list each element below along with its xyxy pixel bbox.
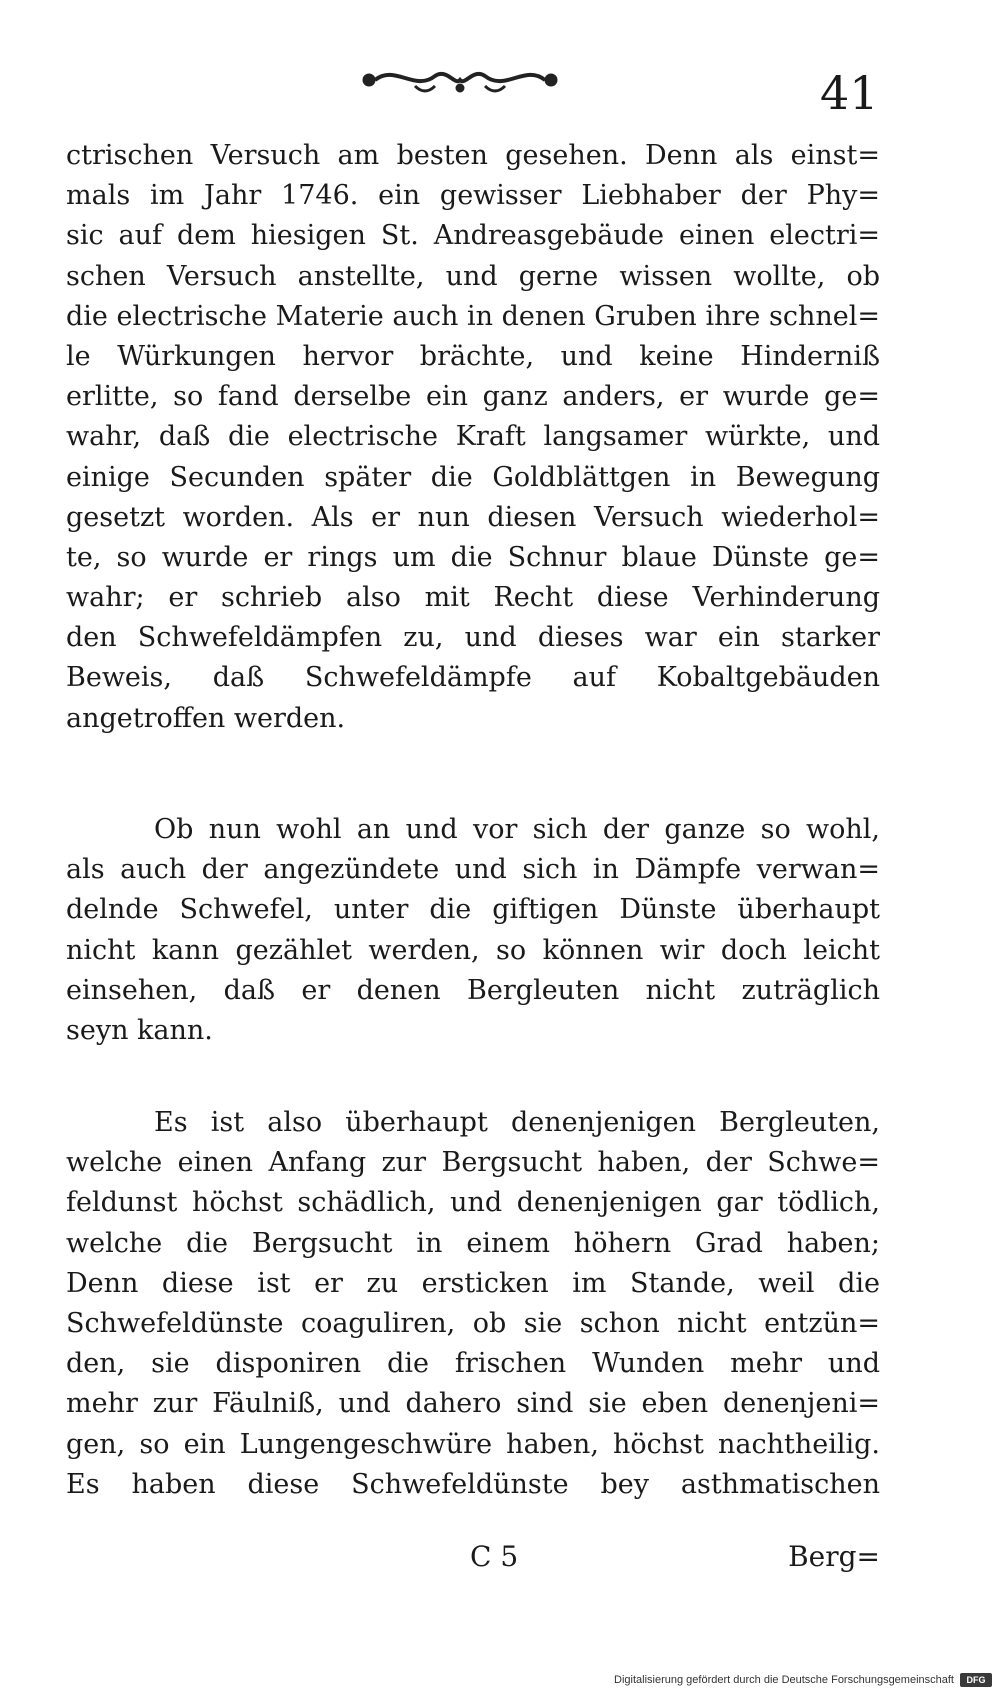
text-line: Es haben diese Schwefeldünste bey asthmatischen <box>66 1468 880 1500</box>
text-line: te, so wurde er rings um die Schnur blaue Dünste ge= <box>66 541 880 573</box>
digitization-credit: Digitalisierung gefördert durch die Deutsche Forschungsgemeinschaft <box>614 1674 954 1686</box>
decorative-ornament-icon <box>355 58 565 104</box>
text-line: schen Versuch anstellte, und gerne wissen wollte, ob <box>66 260 880 292</box>
page-number: 41 <box>820 66 879 120</box>
text-line: die electrische Materie auch in denen Gruben ihre schnel= <box>66 300 880 332</box>
text-line: gesetzt worden. Als er nun diesen Versuch wiederhol= <box>66 501 880 533</box>
text-line: als auch der angezündete und sich in Dämpfe verwan= <box>66 854 880 886</box>
text-line: erlitte, so fand derselbe ein ganz anders, er wurde ge= <box>66 381 880 413</box>
text-line: sic auf dem hiesigen St. Andreasgebäude einen electri= <box>66 220 880 252</box>
paragraph-1 <box>66 136 880 739</box>
paragraph-3 <box>66 1103 880 1505</box>
text-line: ctrischen Versuch am besten gesehen. Denn als einst= <box>66 140 880 171</box>
text-line: Beweis, daß Schwefeldämpfe auf Kobaltgebäuden <box>66 662 880 694</box>
text-line: einige Secunden später die Goldblättgen in Bewegung <box>66 461 880 493</box>
text-line: le Würkungen hervor brächte, und keine Hinderniß <box>66 340 880 372</box>
text-line: angetroffen werden. <box>66 702 346 734</box>
text-line: Schwefeldünste coaguliren, ob sie schon nicht entzün= <box>66 1307 880 1339</box>
text-line: mehr zur Fäulniß, und dahero sind sie eben denenjeni= <box>66 1388 880 1420</box>
text-line: welche die Bergsucht in einem höhern Grad haben; <box>66 1227 880 1259</box>
signature-mark: C 5 <box>470 1540 519 1573</box>
text-line: den Schwefeldämpfen zu, und dieses war ein starker <box>66 622 880 654</box>
text-line: welche einen Anfang zur Bergsucht haben, der Schwe= <box>66 1147 880 1179</box>
digitization-footer <box>0 1666 1000 1694</box>
paragraph-2 <box>66 810 880 1051</box>
text-line: gen, so ein Lungengeschwüre haben, höchst nachtheilig. <box>66 1428 880 1460</box>
text-line: Es ist also überhaupt denenjenigen Bergleuten, <box>154 1107 880 1138</box>
dfg-logo: DFG <box>960 1673 992 1687</box>
text-line: delnde Schwefel, unter die giftigen Dünste überhaupt <box>66 894 880 926</box>
text-line: wahr, daß die electrische Kraft langsamer würkte, und <box>66 421 880 453</box>
text-line: nicht kann gezählet werden, so können wir doch leicht <box>66 934 880 966</box>
text-line: den, sie disponiren die frischen Wunden mehr und <box>66 1348 880 1380</box>
text-line: mals im Jahr 1746. ein gewisser Liebhaber der Phy= <box>66 180 880 212</box>
text-line: einsehen, daß er denen Bergleuten nicht zuträglich <box>66 974 880 1006</box>
text-line: Denn diese ist er zu ersticken im Stande, weil die <box>66 1267 880 1299</box>
text-line: wahr; er schrieb also mit Recht diese Verhinderung <box>66 582 880 614</box>
catchword: Berg= <box>788 1540 880 1573</box>
text-line: seyn kann. <box>66 1014 213 1046</box>
page-footer-marks <box>470 1540 880 1584</box>
text-line: Ob nun wohl an und vor sich der ganze so wohl, <box>154 814 880 845</box>
text-line: feldunst höchst schädlich, und denenjenigen gar tödlich, <box>66 1187 880 1219</box>
